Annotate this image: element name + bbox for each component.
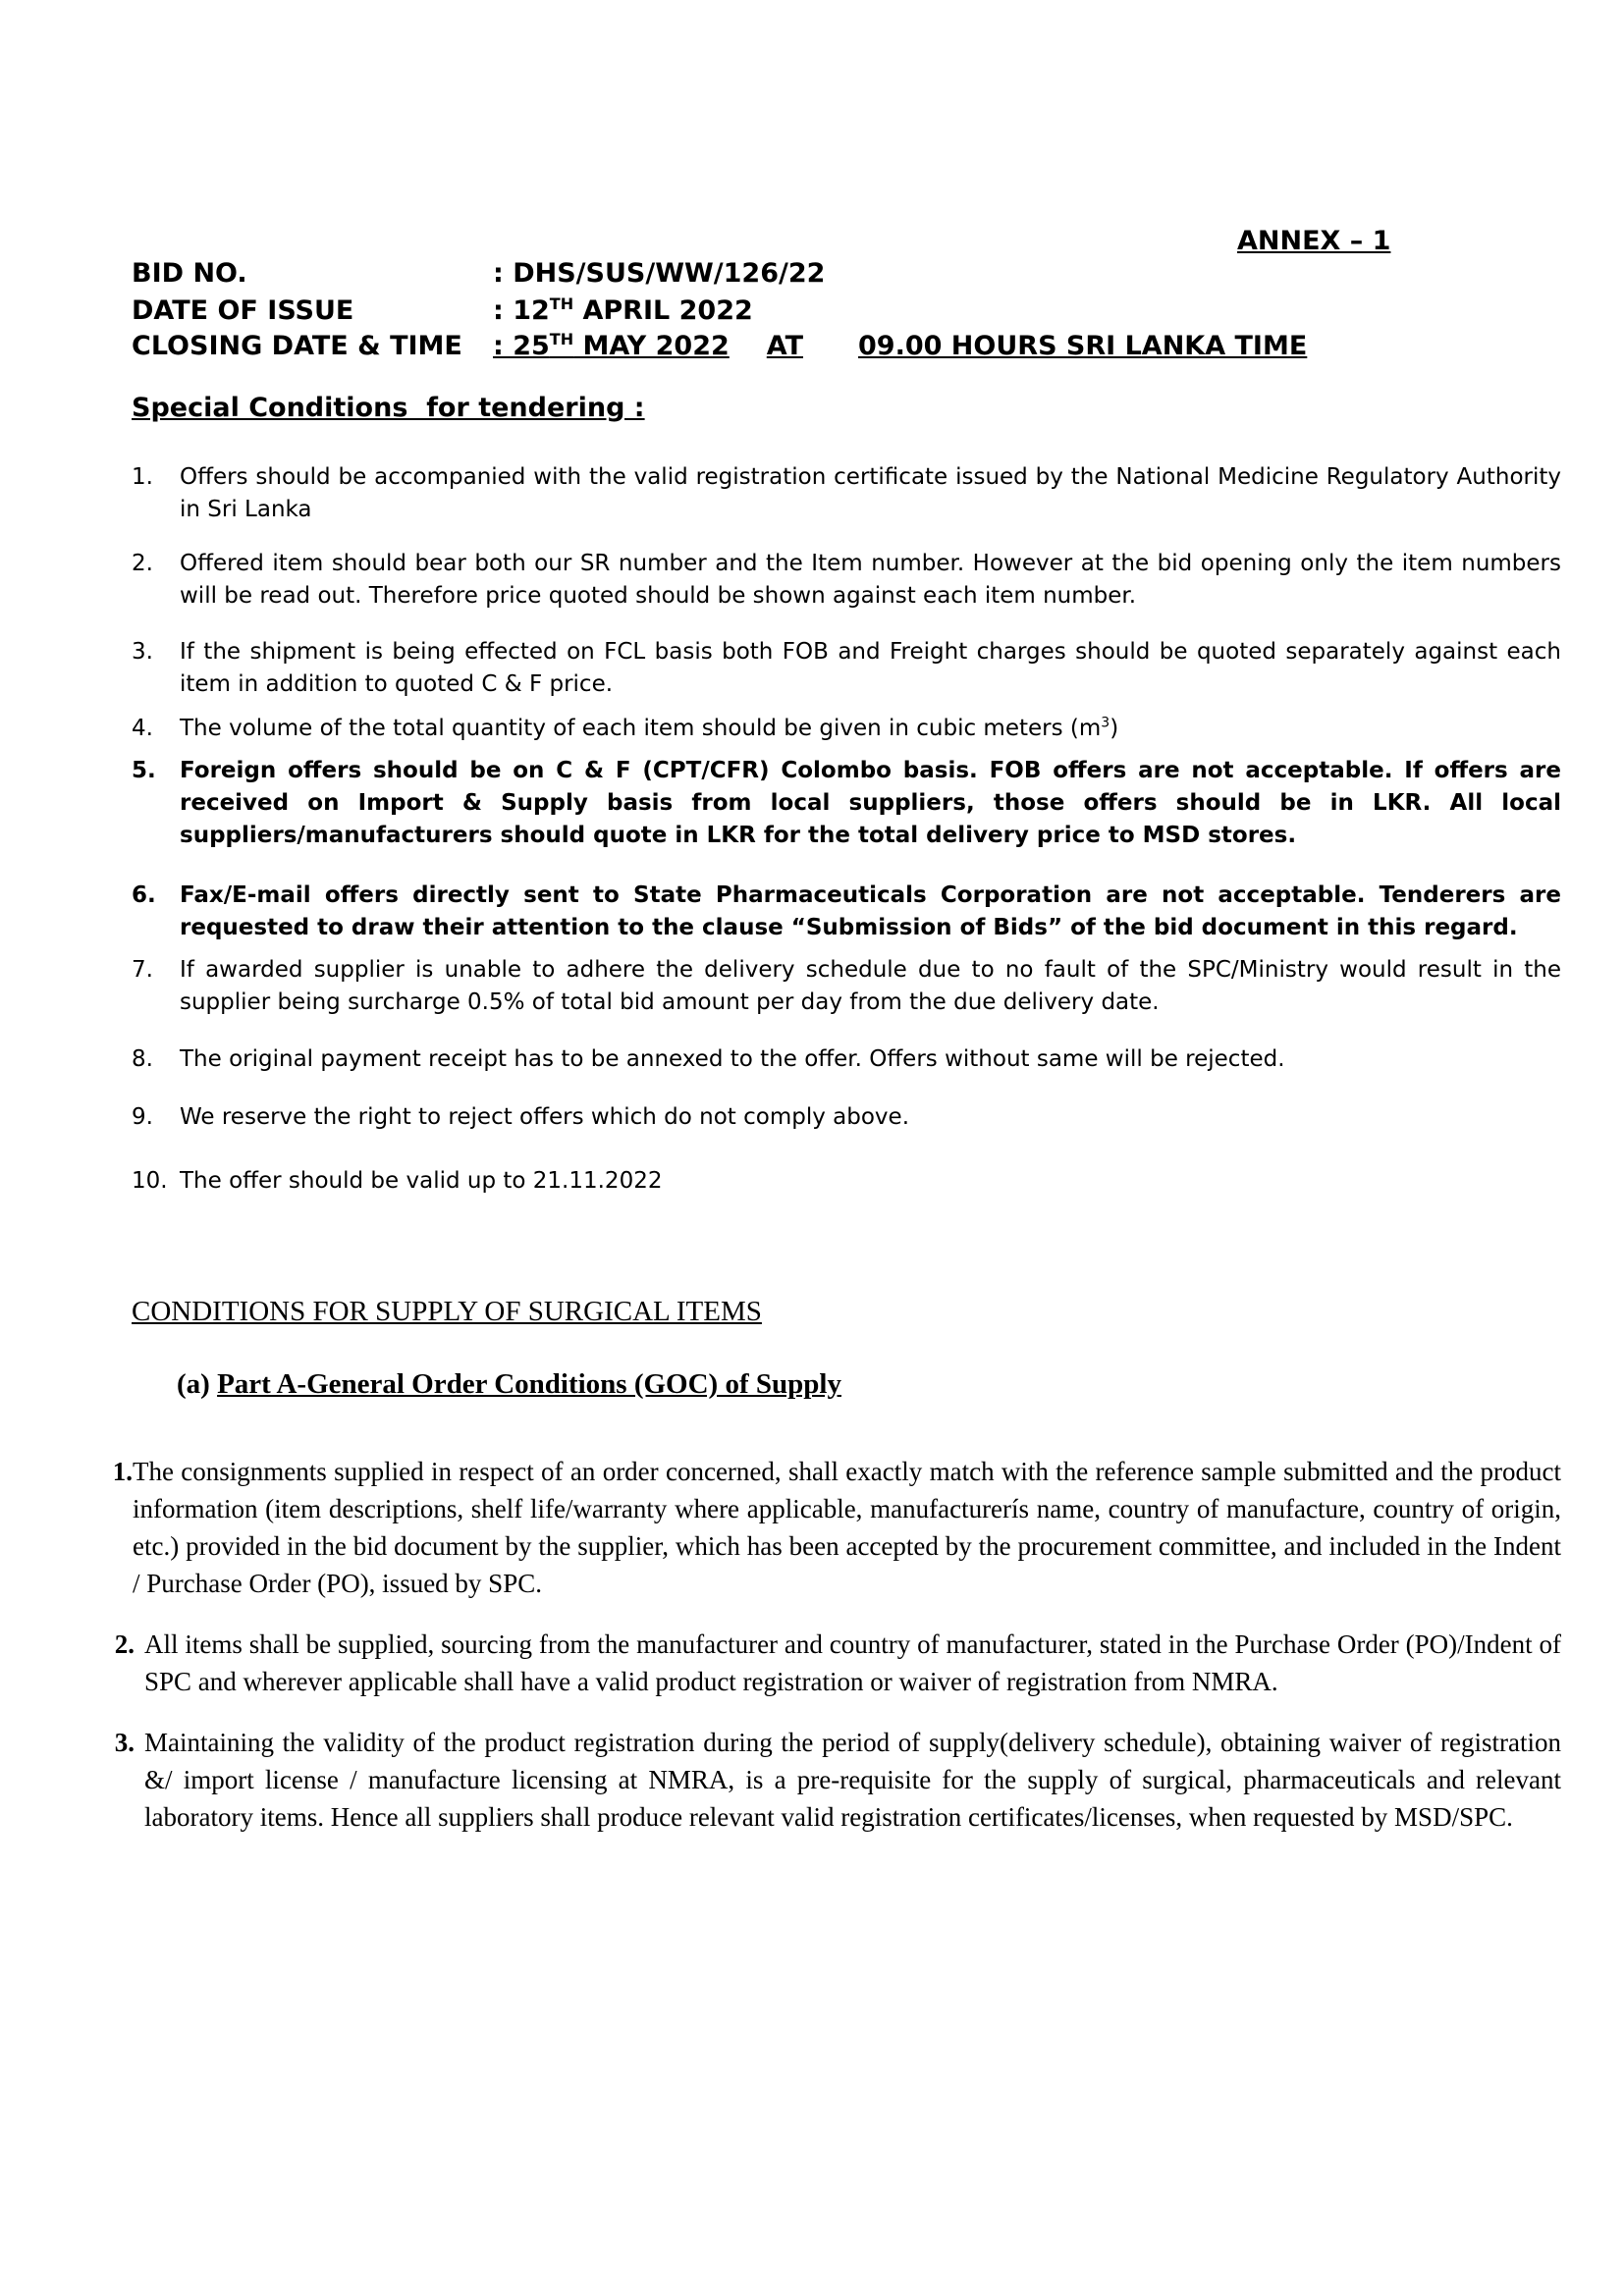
list-item: 3. Maintaining the validity of the product registration during the period of supply(delivery schedule), obtaining waiver of registration &/ import license / manufacture licensing at NMRA, is a pre-requisite for the supply of surgical, pharmaceuticals and relevant laboratory items. Hence all suppliers shall produce relevant valid registration certificates/licenses, when requested by MSD/SPC.: [114, 1728, 1561, 1832]
part-a-title: Part A-General Order Conditions (GOC) of Supply: [217, 1368, 841, 1400]
closing-date-label: CLOSING DATE & TIME: [132, 331, 462, 361]
special-conditions-title: Special Conditions for tendering :: [132, 393, 645, 423]
closing-date-value: : 25TH MAY 2022: [493, 330, 730, 361]
bid-number-value: : DHS/SUS/WW/126/22: [493, 258, 826, 289]
list-item: 2. Offered item should bear both our SR number and the Item number. However at the bid opening only the item numbers will be read out. Therefore price quoted should be shown against each item number.: [132, 551, 1561, 609]
list-item: 10. The offer should be valid up to 21.11.2022: [132, 1168, 663, 1194]
date-of-issue-value: : 12TH APRIL 2022: [493, 294, 753, 326]
list-item: 8. The original payment receipt has to be annexed to the offer. Offers without same will be rejected.: [132, 1046, 1285, 1072]
date-of-issue-label: DATE OF ISSUE: [132, 295, 354, 326]
bid-number-row: [132, 258, 825, 289]
part-a-prefix: (a): [177, 1368, 210, 1400]
closing-time: 09.00 HOURS SRI LANKA TIME: [858, 331, 1308, 361]
list-item: 6. Fax/E-mail offers directly sent to State Pharmaceuticals Corporation are not acceptable. Tenderers are requested to draw their attention to the clause “Submission of Bids” of the bid document in this regard.: [132, 882, 1561, 940]
part-a-heading: [177, 1368, 841, 1401]
annex-label: ANNEX – 1: [1237, 226, 1391, 256]
general-order-conditions-list: [79, 1453, 1561, 1836]
special-conditions-list: [132, 461, 1561, 1198]
list-item: 1. Offers should be accompanied with the valid registration certificate issued by the National Medicine Regulatory Authority in Sri Lanka: [132, 464, 1561, 522]
conditions-title: CONDITIONS FOR SUPPLY OF SURGICAL ITEMS: [132, 1296, 762, 1327]
closing-date-row: [132, 330, 1307, 361]
list-item: 9. We reserve the right to reject offers which do not comply above.: [132, 1104, 910, 1130]
list-item: 7. If awarded supplier is unable to adhere the delivery schedule due to no fault of the SPC/Ministry would result in the supplier being surcharge 0.5% of total bid amount per day from the due delivery date.: [132, 957, 1561, 1015]
date-of-issue-row: [132, 294, 753, 326]
bid-number-label: BID NO.: [132, 258, 247, 289]
list-item: 2. All items shall be supplied, sourcing from the manufacturer and country of manufacturer, stated in the Purchase Order (PO)/Indent of SPC and wherever applicable shall have a valid product registration or waiver of registration from NMRA.: [114, 1629, 1561, 1696]
list-item: 5. Foreign offers should be on C & F (CPT/CFR) Colombo basis. FOB offers are not acceptable. If offers are received on Import & Supply basis from local suppliers, those offers should be in LKR. All local suppliers/manufacturers should quote in LKR for the total delivery price to MSD stores.: [132, 758, 1561, 848]
list-item: 1. The consignments supplied in respect of an order concerned, shall exactly match with the reference sample submitted and the product information (item descriptions, shelf life/warranty where applicable, manufacturerís name, country of manufacture, country of origin, etc.) provided in the bid document by the supplier, which has been accepted by the procurement committee, and included in the Indent / Purchase Order (PO), issued by SPC.: [112, 1457, 1561, 1598]
list-item: 3. If the shipment is being effected on FCL basis both FOB and Freight charges should be quoted separately against each item in addition to quoted C & F price.: [132, 639, 1561, 697]
list-item: 4. The volume of the total quantity of each item should be given in cubic meters $(m^3)$: [132, 715, 1119, 741]
closing-at: AT: [766, 331, 803, 361]
